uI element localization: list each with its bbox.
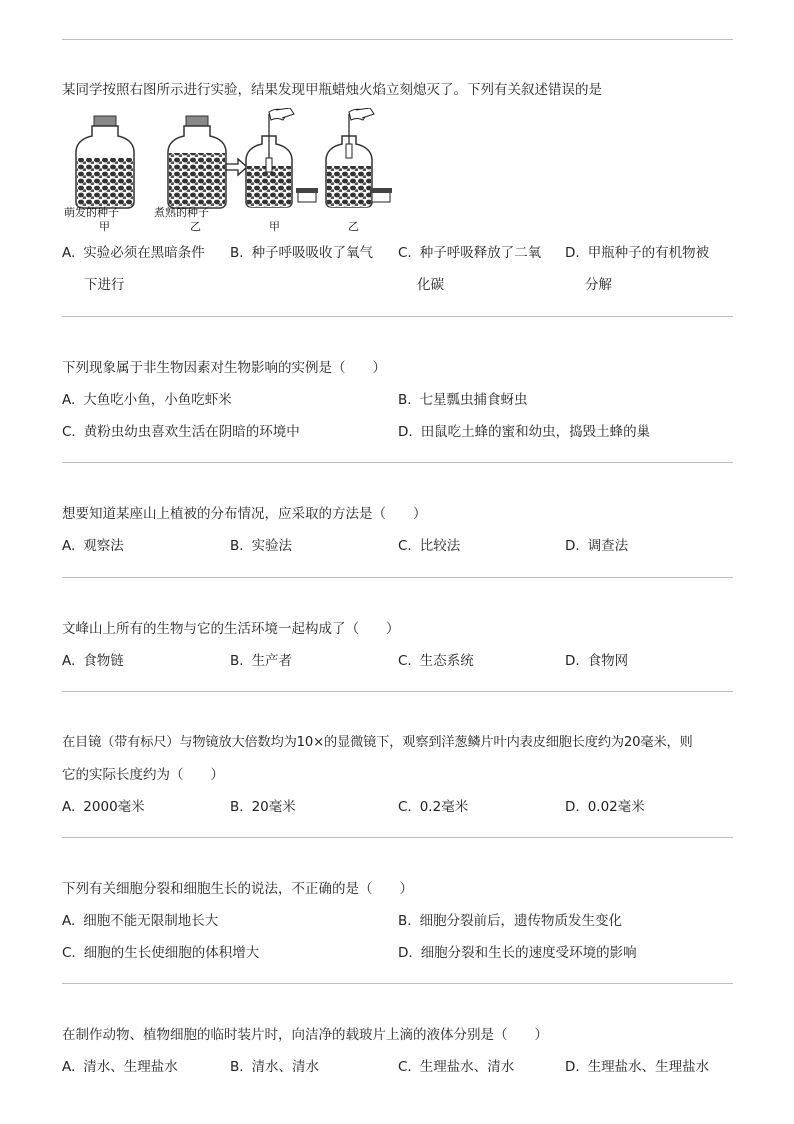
option-letter: C. [398, 799, 412, 815]
option-letter: D. [565, 538, 580, 554]
option-text: 化碳 [417, 277, 444, 293]
option-text: 细胞分裂和生长的速度受环境的影响 [420, 945, 637, 961]
option-c[interactable] [398, 791, 468, 823]
bottle-cap-1 [296, 188, 318, 202]
option-b[interactable] [230, 791, 296, 823]
option-text: 比较法 [419, 538, 461, 554]
option-text: 细胞的生长使细胞的体积增大 [83, 945, 260, 961]
option-text: 分解 [585, 277, 612, 293]
separator [62, 691, 733, 692]
option-letter: B. [398, 392, 412, 408]
option-letter: D. [565, 245, 580, 261]
question-5-options [62, 791, 742, 823]
question-5-stem: 在目镜（带有标尺）与物镜放大倍数均为10×的显微镜下，观察到洋葱鳞片叶内表皮细胞长度约为20毫米，则 [62, 735, 693, 750]
option-c[interactable] [398, 1051, 514, 1083]
option-text: 实验法 [251, 538, 293, 554]
option-b[interactable] [230, 1051, 319, 1083]
option-text: 清水、清水 [251, 1059, 320, 1075]
option-text: 生理盐水、生理盐水 [587, 1059, 710, 1075]
option-d[interactable] [565, 1051, 709, 1083]
option-text: 生产者 [251, 653, 293, 669]
option-text: 细胞分裂前后，遗传物质发生变化 [419, 913, 623, 929]
option-letter: D. [398, 945, 413, 961]
option-text: 调查法 [587, 538, 629, 554]
option-b[interactable] [230, 237, 373, 269]
question-2-options-row2 [62, 416, 742, 448]
option-b[interactable] [230, 530, 292, 562]
option-d[interactable] [565, 530, 628, 562]
question-2-stem: 下列现象属于非生物因素对生物影响的实例是（ ） [62, 360, 386, 376]
option-d[interactable] [565, 237, 709, 269]
option-letter: A. [62, 1059, 76, 1075]
option-text: 大鱼吃小鱼，小鱼吃虾米 [83, 392, 232, 408]
bottle-germinating-seeds [76, 116, 134, 208]
question-5-stem-continued: 它的实际长度约为（ ） [62, 767, 224, 783]
option-text: 0.02毫米 [587, 799, 645, 815]
bottle1-sub-label: 甲 [99, 220, 110, 233]
option-c[interactable] [398, 645, 474, 677]
option-letter: C. [398, 1059, 412, 1075]
option-letter: D. [565, 653, 580, 669]
option-text: 甲瓶种子的有机物被 [587, 245, 710, 261]
option-c[interactable] [62, 416, 300, 448]
separator [62, 577, 733, 578]
option-c[interactable] [62, 937, 259, 969]
question-4-options [62, 645, 742, 677]
option-a[interactable] [62, 905, 218, 937]
bottle2-label: 煮熟的种子 [154, 206, 209, 219]
option-a[interactable] [62, 237, 205, 269]
option-text: 生态系统 [419, 653, 474, 669]
option-c[interactable] [398, 530, 460, 562]
option-letter: A. [62, 538, 76, 554]
option-text: 观察法 [83, 538, 124, 554]
option-letter: C. [62, 424, 76, 440]
option-letter: B. [230, 1059, 244, 1075]
question-1-stem: 某同学按照右图所示进行实验，结果发现甲瓶蜡烛火焰立刻熄灭了。下列有关叙述错误的是 [62, 82, 602, 98]
bottle-cap-2 [370, 188, 392, 202]
arrow-icon [226, 159, 247, 175]
option-letter: B. [398, 913, 412, 929]
option-letter: D. [565, 1059, 580, 1075]
option-letter: C. [398, 538, 412, 554]
option-letter: A. [62, 653, 76, 669]
option-text: 食物网 [587, 653, 629, 669]
option-letter: D. [565, 799, 580, 815]
option-text: 种子呼吸吸收了氧气 [251, 245, 374, 261]
bottle-cooked-seeds [168, 116, 226, 208]
option-letter: B. [230, 245, 244, 261]
separator [62, 39, 733, 40]
option-letter: A. [62, 799, 76, 815]
option-d[interactable] [565, 791, 645, 823]
option-letter: D. [398, 424, 413, 440]
option-letter: B. [230, 799, 244, 815]
option-text: 实验必须在黑暗条件 [83, 245, 205, 261]
option-b[interactable] [398, 384, 528, 416]
option-text: 细胞不能无限制地长大 [83, 913, 219, 929]
option-letter: A. [62, 245, 76, 261]
separator [62, 837, 733, 838]
bottle2-sub-label: 乙 [190, 220, 201, 233]
jar1-label: 甲 [269, 220, 280, 233]
option-letter: C. [398, 245, 412, 261]
question-2-options-row1 [62, 384, 742, 416]
option-a[interactable] [62, 530, 124, 562]
option-a[interactable] [62, 1051, 178, 1083]
separator [62, 983, 733, 984]
jar-with-candle-2 [326, 108, 374, 207]
option-d[interactable] [398, 416, 650, 448]
option-text: 黄粉虫幼虫喜欢生活在阴暗的环境中 [83, 424, 300, 440]
bottle1-label: 萌发的种子 [64, 206, 119, 219]
option-text: 生理盐水、清水 [419, 1059, 515, 1075]
question-1-options [62, 237, 742, 301]
question-6-stem: 下列有关细胞分裂和细胞生长的说法，不正确的是（ ） [62, 881, 413, 897]
option-a[interactable] [62, 791, 145, 823]
option-a-continued [84, 269, 125, 301]
option-text: 七星瓢虫捕食蚜虫 [419, 392, 528, 408]
option-text: 0.2毫米 [419, 799, 469, 815]
option-letter: A. [62, 392, 76, 408]
jar-with-candle-1 [246, 108, 294, 207]
option-d-continued [585, 269, 612, 301]
option-d[interactable] [398, 937, 637, 969]
option-letter: C. [398, 653, 412, 669]
option-letter: B. [230, 538, 244, 554]
separator [62, 462, 733, 463]
option-text: 田鼠吃土蜂的蜜和幼虫，捣毁土蜂的巢 [420, 424, 651, 440]
option-d[interactable] [565, 645, 628, 677]
option-c[interactable] [398, 237, 541, 269]
option-letter: B. [230, 653, 244, 669]
option-c-continued [417, 269, 444, 301]
question-4-stem: 文峰山上所有的生物与它的生活环境一起构成了（ ） [62, 621, 400, 637]
question-6-options-row2 [62, 937, 742, 969]
jar2-label: 乙 [348, 220, 359, 233]
option-text: 下进行 [84, 277, 125, 293]
question-3-options [62, 530, 742, 562]
option-text: 食物链 [83, 653, 124, 669]
option-text: 种子呼吸释放了二氧 [419, 245, 542, 261]
question-7-options [62, 1051, 742, 1083]
separator [62, 316, 733, 317]
option-b[interactable] [230, 645, 292, 677]
question-3-stem: 想要知道某座山上植被的分布情况，应采取的方法是（ ） [62, 506, 427, 522]
option-a[interactable] [62, 645, 124, 677]
experiment-figure [62, 108, 392, 236]
question-6-options-row1 [62, 905, 742, 937]
option-b[interactable] [398, 905, 622, 937]
option-letter: A. [62, 913, 76, 929]
option-text: 20毫米 [251, 799, 296, 815]
option-letter: C. [62, 945, 76, 961]
option-a[interactable] [62, 384, 232, 416]
option-text: 清水、生理盐水 [83, 1059, 178, 1075]
question-7-stem: 在制作动物、植物细胞的临时装片时，向洁净的载玻片上滴的液体分别是（ ） [62, 1027, 548, 1043]
option-text: 2000毫米 [83, 799, 145, 815]
